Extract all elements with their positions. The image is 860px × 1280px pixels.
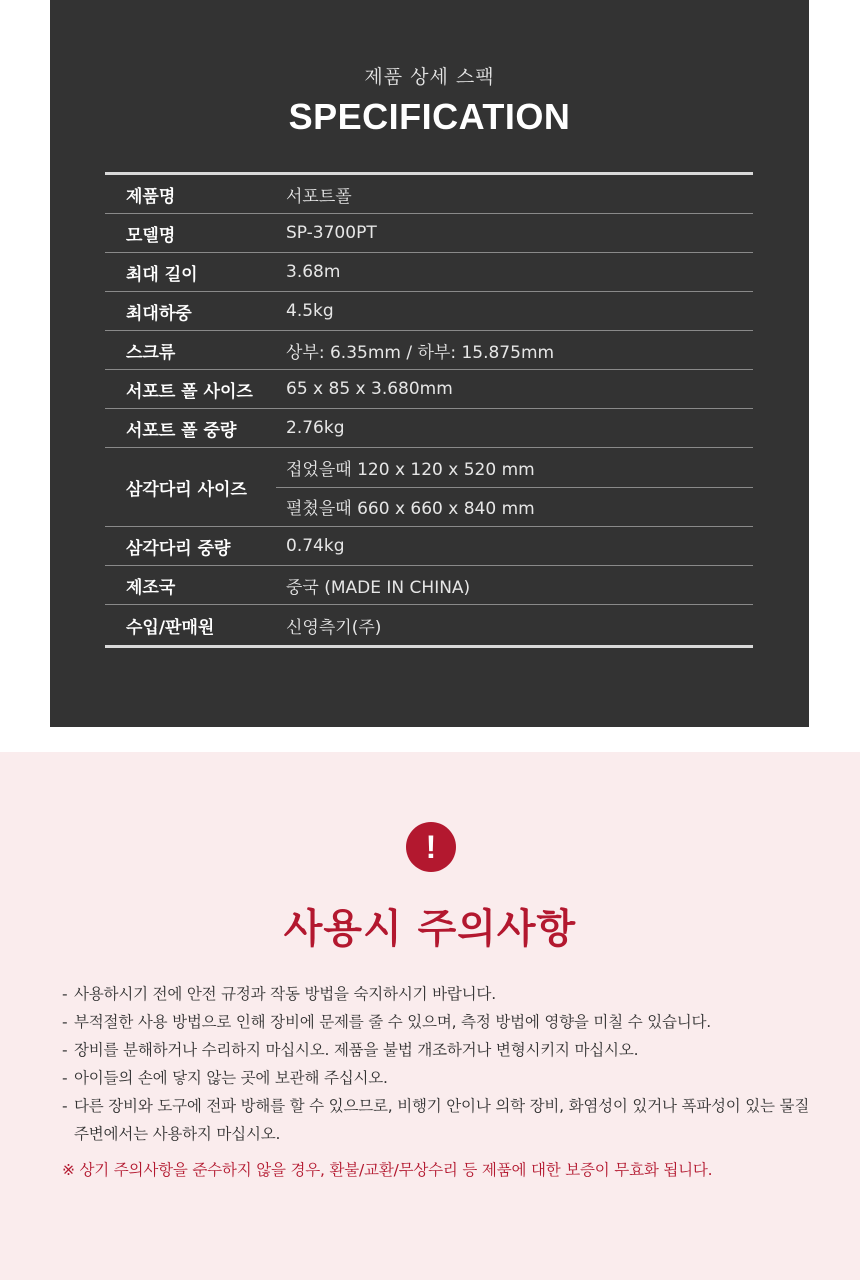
spec-row-origin	[105, 566, 753, 605]
spec-label: 제조국	[126, 577, 176, 598]
spec-value-folded: 접었을때 120 x 120 x 520 mm	[276, 448, 753, 488]
spec-value: 중국 (MADE IN CHINA)	[286, 577, 471, 598]
spec-row-model-name	[105, 214, 753, 253]
spec-label: 수입/판매원	[126, 617, 215, 638]
spec-value: SP-3700PT	[286, 223, 377, 243]
spec-label: 제품명	[126, 186, 176, 207]
spec-row-importer	[105, 605, 753, 645]
spec-value: 신영측기(주)	[286, 617, 382, 638]
spec-value: 2.76kg	[286, 418, 345, 438]
spec-label: 최대하중	[126, 303, 192, 324]
spec-row-product-name	[105, 175, 753, 214]
spec-label: 서포트 폴 사이즈	[126, 381, 253, 402]
spec-table	[105, 172, 753, 648]
caution-item: - 사용하시기 전에 안전 규정과 작동 방법을 숙지하시기 바랍니다.	[62, 985, 496, 1003]
spec-row-screw	[105, 331, 753, 370]
caution-list	[62, 980, 822, 1148]
spec-label: 스크류	[126, 342, 176, 363]
caution-panel	[0, 752, 860, 1280]
spec-row-pole-weight	[105, 409, 753, 448]
spec-value-unfolded: 펼쳤을때 660 x 660 x 840 mm	[286, 499, 535, 520]
spec-row-pole-size	[105, 370, 753, 409]
spec-label: 삼각다리 사이즈	[126, 479, 247, 500]
specification-panel	[50, 0, 809, 727]
caution-item: - 다른 장비와 도구에 전파 방해를 할 수 있으므로, 비행기 안이나 의학 장비, 화염성이 있거나 폭파성이 있는 물질 주변에서는 사용하지 마십시오.	[62, 1097, 810, 1143]
caution-item: - 부적절한 사용 방법으로 인해 장비에 문제를 줄 수 있으며, 측정 방법에 영향을 미칠 수 있습니다.	[62, 1013, 712, 1031]
spec-subtitle: 제품 상세 스팩	[364, 66, 495, 88]
spec-value: 상부: 6.35mm / 하부: 15.875mm	[286, 342, 555, 363]
caution-item: - 장비를 분해하거나 수리하지 마십시오. 제품을 불법 개조하거나 변형시키지 마십시오.	[62, 1041, 639, 1059]
warranty-note: ※ 상기 주의사항을 준수하지 않을 경우, 환불/교환/무상수리 등 제품에 대한 보증이 무효화 됩니다.	[62, 1161, 713, 1179]
caution-title: 사용시 주의사항	[283, 906, 577, 952]
spec-value: 4.5kg	[286, 301, 334, 321]
spec-value-group	[286, 448, 753, 526]
spec-row-tripod-weight	[105, 527, 753, 566]
caution-item: - 아이들의 손에 닿지 않는 곳에 보관해 주십시오.	[62, 1069, 388, 1087]
spec-label: 모델명	[126, 225, 176, 246]
spec-label: 서포트 폴 중량	[126, 420, 237, 441]
spec-value: 0.74kg	[286, 536, 345, 556]
spec-value: 서포트폴	[286, 186, 352, 207]
spec-row-max-load	[105, 292, 753, 331]
spec-label: 삼각다리 중량	[126, 538, 231, 559]
spec-row-tripod-size	[105, 448, 753, 527]
spec-row-max-length	[105, 253, 753, 292]
spec-title: SPECIFICATION	[288, 96, 571, 137]
spec-label: 최대 길이	[126, 264, 198, 285]
exclamation-icon: !	[406, 822, 456, 872]
spec-value: 3.68m	[286, 262, 341, 282]
spec-value: 65 x 85 x 3.680mm	[286, 379, 453, 399]
